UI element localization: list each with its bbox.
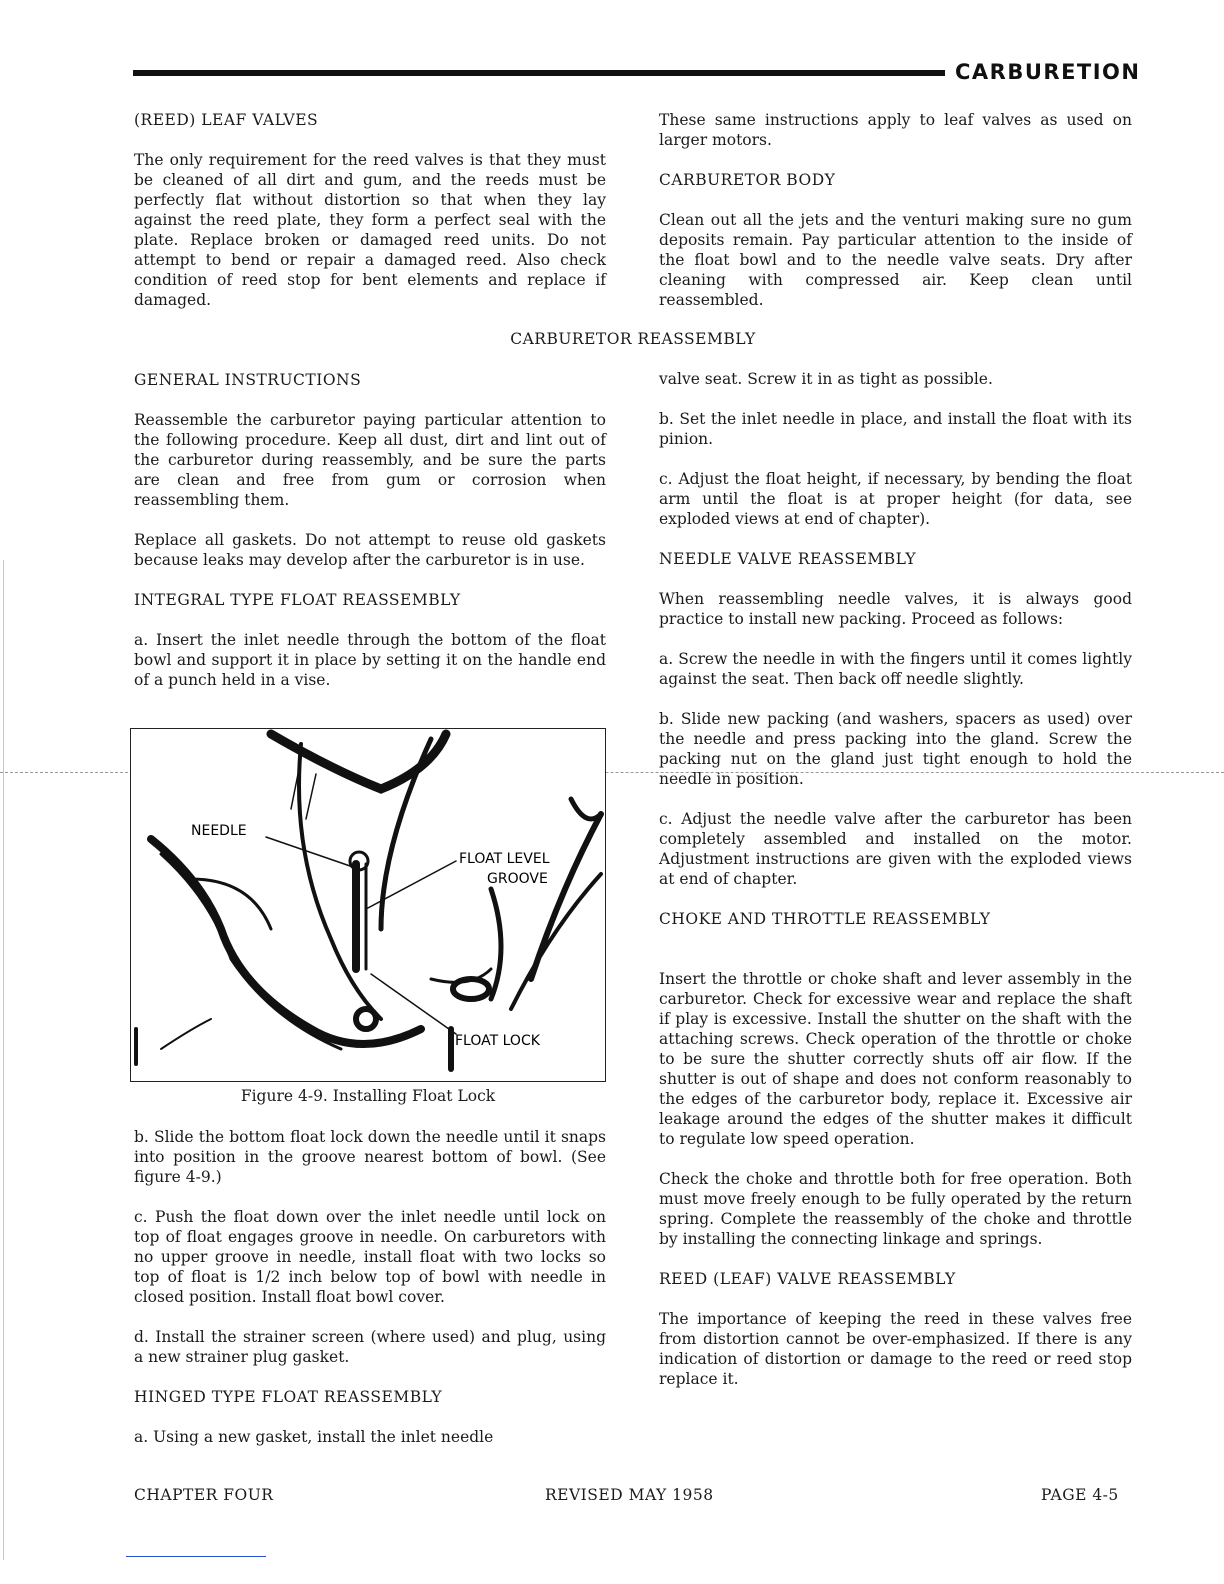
carburetor-reassembly-heading: CARBURETOR REASSEMBLY bbox=[510, 330, 756, 348]
hinged-step-b: b. Set the inlet needle in place, and install the float with its pinion. bbox=[659, 410, 1132, 448]
general-instructions-paragraph-1: Reassemble the carburetor paying particular attention to the following procedure. Keep all dust, dirt and lint out of the carburetor during reassembly, and be sure the parts are clean and free from gum or corrosion when reassembling them. bbox=[134, 411, 606, 509]
integral-step-a: a. Insert the inlet needle through the bottom of the float bowl and support it in place by setting it on the handle end of a punch held in a vise. bbox=[134, 631, 606, 689]
integral-step-d: d. Install the strainer screen (where used) and plug, using a new strainer plug gasket. bbox=[134, 1328, 606, 1366]
reed-valve-paragraph: The importance of keeping the reed in these valves free from distortion cannot be over-emphasized. If there is any indication of distortion or damage to the reed or reed stop replace it. bbox=[659, 1310, 1132, 1388]
float-lock-label: FLOAT LOCK bbox=[455, 1033, 540, 1049]
choke-throttle-paragraph-1: Insert the throttle or choke shaft and lever assembly in the carburetor. Check for excessive wear and replace the shaft if play is excessive. Install the shutter on the shaft with the attaching screws. Check operation of the throttle or choke to be sure the shutter correctly shuts off air flow. If the shutter is out of shape and does not conform reasonably to the edges of the carburetor body, replace it. Excessive air leakage around the edges of the shutter makes it difficult to regulate low speed operation. bbox=[659, 970, 1132, 1148]
carburetor-body-paragraph: Clean out all the jets and the venturi making sure no gum deposits remain. Pay particular attention to the inside of the float bowl and to the needle valve seats. Dry after cleaning with compressed air. Keep clean until reassembled. bbox=[659, 211, 1132, 309]
hinged-step-c: c. Adjust the float height, if necessary, by bending the float arm until the float is at proper height (for data, see exploded views at end of chapter). bbox=[659, 470, 1132, 528]
choke-throttle-paragraph-2: Check the choke and throttle both for free operation. Both must move freely enough to be fully operated by the return spring. Complete the reassembly of the choke and throttle by installing the connecting linkage and springs. bbox=[659, 1170, 1132, 1248]
general-instructions-paragraph-2: Replace all gaskets. Do not attempt to reuse old gaskets because leaks may develop after the carburetor is in use. bbox=[134, 531, 606, 569]
footer-chapter: CHAPTER FOUR bbox=[134, 1486, 274, 1504]
carburetor-body-block bbox=[659, 110, 1132, 330]
hinged-step-a: a. Using a new gasket, install the inlet needle bbox=[134, 1428, 494, 1446]
integral-step-b: b. Slide the bottom float lock down the needle until it snaps into position in the groove nearest bottom of bowl. (See figure 4-9.) bbox=[134, 1128, 606, 1186]
figure-4-9 bbox=[130, 728, 606, 1082]
integral-float-heading: INTEGRAL TYPE FLOAT REASSEMBLY bbox=[134, 591, 461, 609]
needle-valve-heading: NEEDLE VALVE REASSEMBLY bbox=[659, 550, 917, 568]
choke-throttle-heading: CHOKE AND THROTTLE REASSEMBLY bbox=[659, 910, 991, 928]
scan-margin-line bbox=[3, 560, 4, 1560]
footer-revised: REVISED MAY 1958 bbox=[545, 1486, 714, 1504]
left-column-upper bbox=[134, 370, 606, 710]
figure-caption: Figure 4-9. Installing Float Lock bbox=[240, 1087, 496, 1105]
hinged-step-a-cont: valve seat. Screw it in as tight as possible. bbox=[659, 370, 993, 388]
reed-leaf-valves-block bbox=[134, 110, 606, 330]
needle-step-b: b. Slide new packing (and washers, spacers as used) over the needle and press packing into the gland. Screw the packing nut on the gland just tight enough to hold the needle in position. bbox=[659, 710, 1132, 788]
reed-leaf-valves-paragraph: The only requirement for the reed valves is that they must be cleaned of all dirt and gum, and the reeds must be perfectly flat without distortion so that when they lay against the reed plate, they form a perfect seal with the plate. Replace broken or damaged reed units. Do not attempt to bend or repair a damaged reed. Also check condition of reed stop for bent elements and replace if damaged. bbox=[134, 151, 606, 309]
header-rule bbox=[133, 70, 945, 76]
general-instructions-heading: GENERAL INSTRUCTIONS bbox=[134, 371, 362, 389]
left-column-lower bbox=[134, 1127, 606, 1467]
float-level-label: FLOAT LEVEL bbox=[459, 851, 550, 867]
needle-step-c: c. Adjust the needle valve after the carburetor has been completely assembled and installed on the motor. Adjustment instructions are given with the exploded views at end of chapter. bbox=[659, 810, 1132, 888]
footer-page: PAGE 4-5 bbox=[1041, 1486, 1119, 1504]
needle-valve-intro: When reassembling needle valves, it is always good practice to install new packing. Proceed as follows: bbox=[659, 590, 1132, 628]
float-lock-illustration bbox=[131, 729, 604, 1080]
needle-label: NEEDLE bbox=[191, 823, 247, 839]
right-column bbox=[659, 369, 1132, 1409]
integral-step-c: c. Push the float down over the inlet needle until lock on top of float engages groove in needle. On carburetors with no upper groove in needle, install float with two locks so top of float is 1/2 inch below top of bowl with needle in closed position. Install float bowl cover. bbox=[134, 1208, 606, 1306]
reed-valve-heading: REED (LEAF) VALVE REASSEMBLY bbox=[659, 1270, 956, 1288]
carburetor-body-heading: CARBURETOR BODY bbox=[659, 171, 836, 189]
needle-step-a: a. Screw the needle in with the fingers until it comes lightly against the seat. Then back off needle slightly. bbox=[659, 650, 1132, 688]
reed-leaf-valves-heading: (REED) LEAF VALVES bbox=[134, 111, 319, 129]
section-title: CARBURETION bbox=[955, 60, 1141, 84]
scan-blue-mark bbox=[126, 1556, 266, 1557]
hinged-float-heading: HINGED TYPE FLOAT REASSEMBLY bbox=[134, 1388, 443, 1406]
leaf-valves-note: These same instructions apply to leaf valves as used on larger motors. bbox=[659, 111, 1132, 149]
groove-label: GROOVE bbox=[487, 871, 548, 887]
